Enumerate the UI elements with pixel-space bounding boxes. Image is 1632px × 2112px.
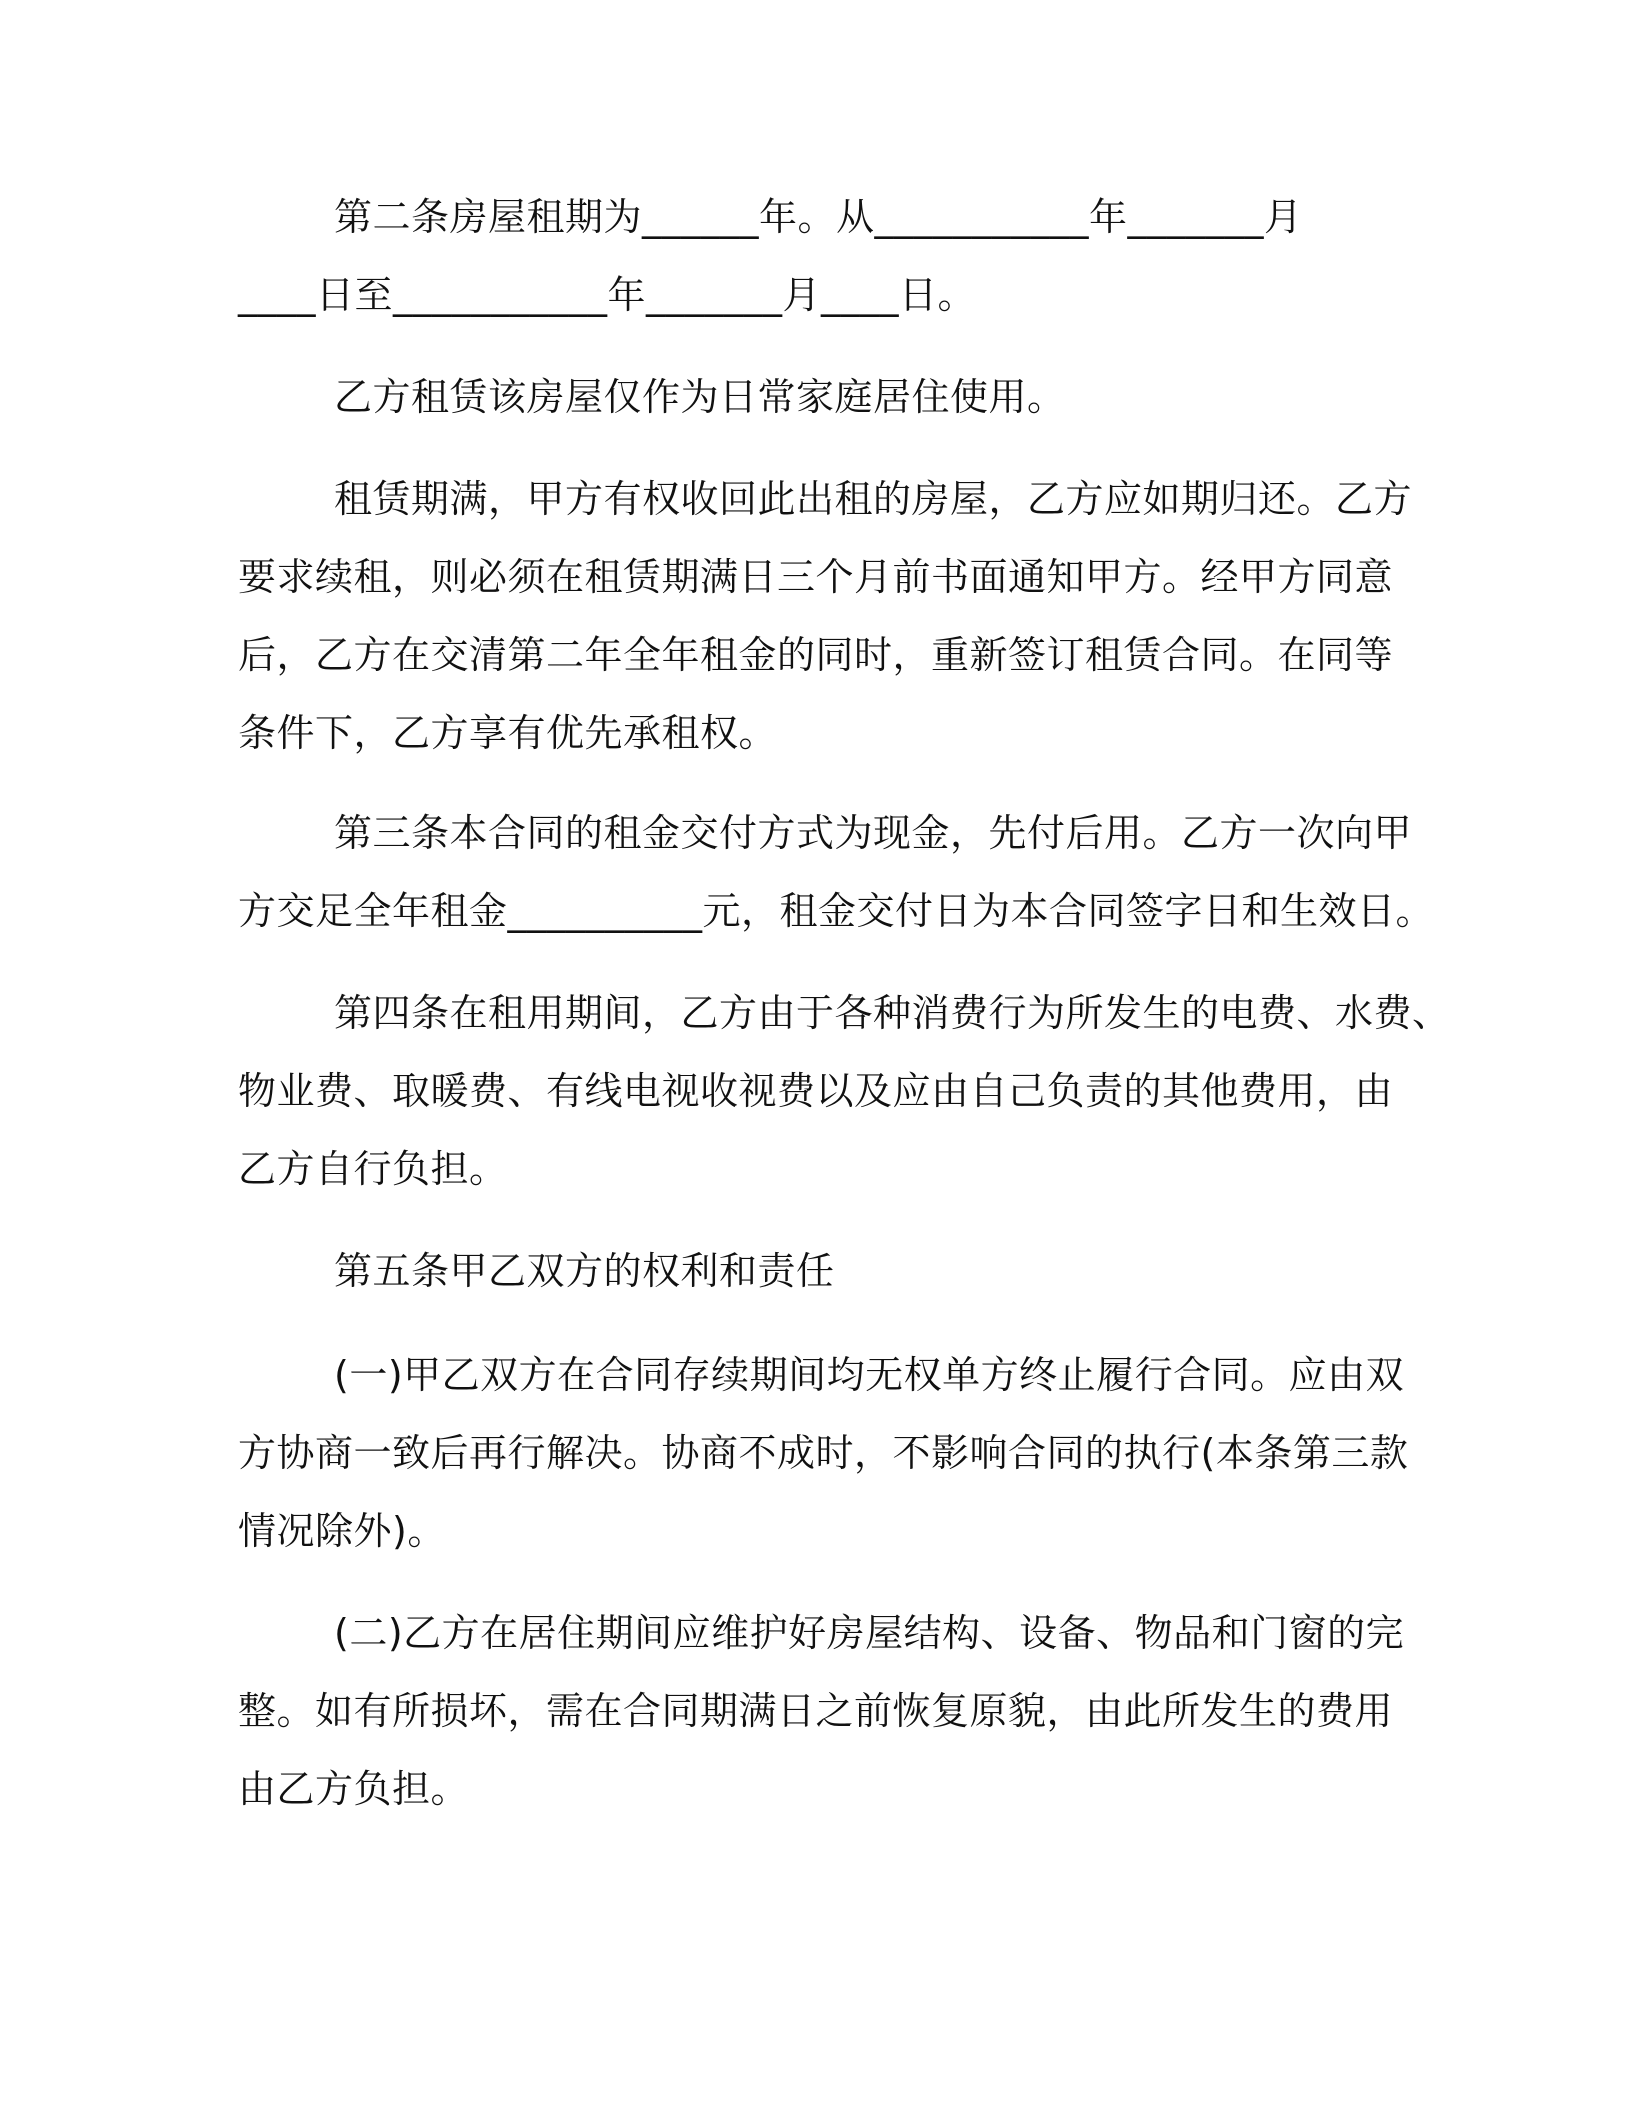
- text-line: (一)甲乙双方在合同存续期间均无权单方终止履行合同。应由双: [334, 1353, 1405, 1397]
- text-line: 第四条在租用期间，乙方由于各种消费行为所发生的电费、水费、: [334, 991, 1451, 1035]
- text-line: 整。如有所损坏，需在合同期满日之前恢复原貌，由此所发生的费用: [238, 1689, 1394, 1733]
- text-line: 方协商一致后再行解决。协商不成时，不影响合同的执行(本条第三款: [238, 1431, 1409, 1475]
- paragraph-article-5-item-2: [238, 1594, 1408, 1828]
- text-line: 后，乙方在交清第二年全年租金的同时，重新签订租赁合同。在同等: [238, 633, 1394, 677]
- text-line: 要求续租，则必须在租赁期满日三个月前书面通知甲方。经甲方同意: [238, 555, 1394, 599]
- text-line: 乙方租赁该房屋仅作为日常家庭居住使用。: [334, 375, 1066, 419]
- paragraph-article-2-term: [238, 178, 1408, 334]
- paragraph-article-5-heading: [238, 1232, 1408, 1310]
- paragraph-residential-use: [238, 358, 1408, 436]
- section-heading: 第五条甲乙双方的权利和责任: [334, 1249, 835, 1293]
- paragraph-article-4-fees: [238, 974, 1451, 1208]
- text-line: 物业费、取暖费、有线电视收视费以及应由自己负责的其他费用，由: [238, 1069, 1394, 1113]
- text-line: 租赁期满，甲方有权收回此出租的房屋，乙方应如期归还。乙方: [334, 477, 1413, 521]
- text-line: 由乙方负担。: [238, 1767, 470, 1811]
- text-line: (二)乙方在居住期间应维护好房屋结构、设备、物品和门窗的完: [334, 1611, 1405, 1655]
- paragraph-article-3-payment: [238, 794, 1435, 950]
- text-line: 方交足全年租金__________元，租金交付日为本合同签字日和生效日。: [238, 889, 1435, 933]
- text-line: 第二条房屋租期为______年。从___________年_______月: [334, 195, 1303, 239]
- paragraph-article-5-item-1: [238, 1336, 1408, 1570]
- paragraph-lease-renewal: [238, 460, 1413, 772]
- text-line: 第三条本合同的租金交付方式为现金，先付后用。乙方一次向甲: [334, 811, 1413, 855]
- text-line: 条件下，乙方享有优先承租权。: [238, 711, 778, 755]
- text-line: 乙方自行负担。: [238, 1147, 508, 1191]
- text-line: 情况除外)。: [238, 1509, 446, 1553]
- text-line: ____日至___________年_______月____日。: [238, 273, 977, 317]
